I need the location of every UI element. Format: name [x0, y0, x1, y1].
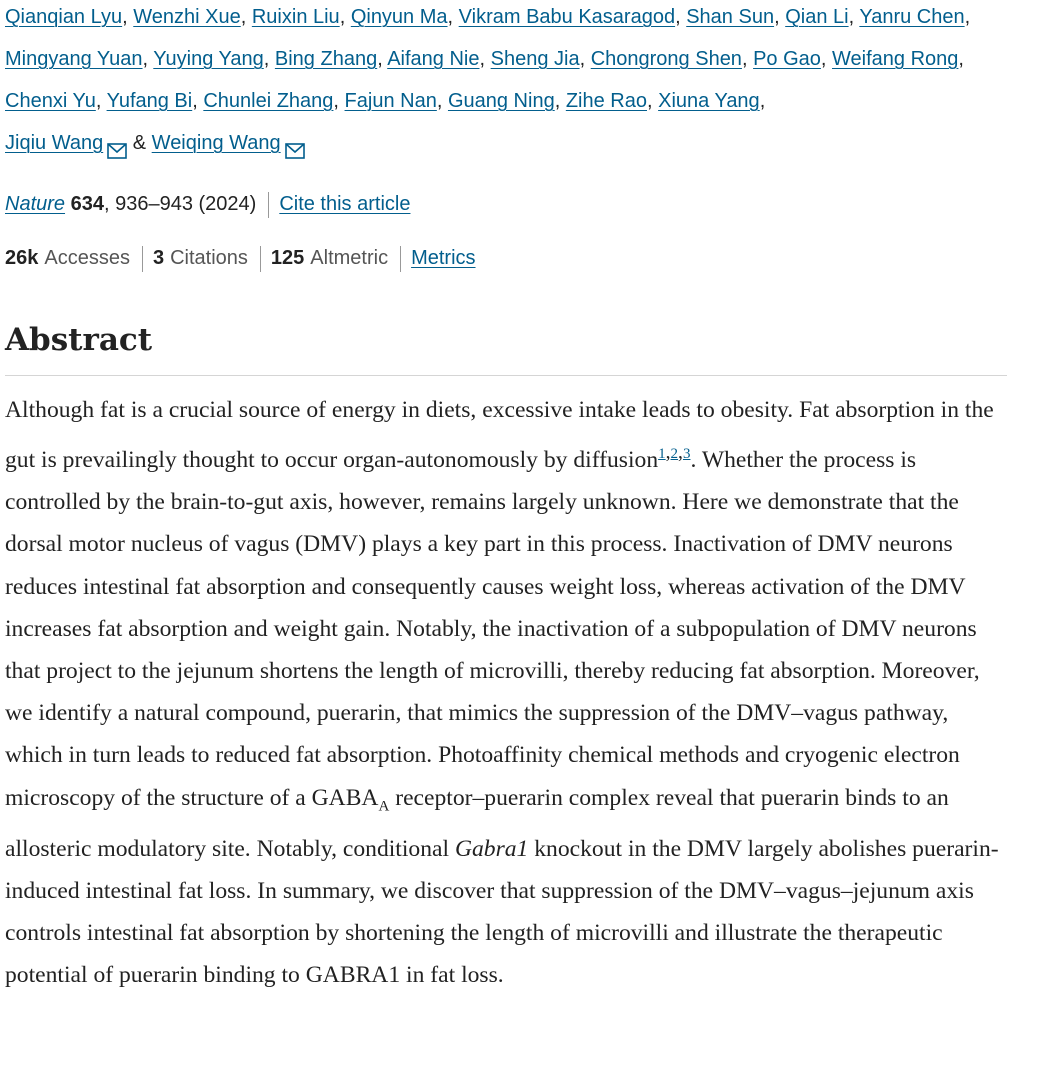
- divider: [142, 246, 143, 272]
- author-link[interactable]: Shan Sun: [686, 6, 775, 28]
- citation-meta: [5, 188, 410, 220]
- metrics-link[interactable]: Metrics: [411, 247, 476, 269]
- gene-name: Gabra1: [454, 835, 529, 862]
- author-link[interactable]: Weifang Rong: [832, 48, 959, 70]
- author-link[interactable]: Zihe Rao: [565, 90, 647, 112]
- reference-link[interactable]: 2: [670, 446, 679, 463]
- altmetric-label: Altmetric: [310, 247, 389, 269]
- author-link[interactable]: Fajun Nan: [344, 90, 437, 112]
- email-envelope-icon[interactable]: [285, 132, 305, 174]
- author-link[interactable]: Qianqian Lyu: [5, 6, 123, 28]
- article-header: [5, 0, 1007, 989]
- author-link[interactable]: Chongrong Shen: [590, 48, 742, 70]
- reference-link[interactable]: 1: [658, 446, 666, 463]
- citations-count: 3: [152, 247, 165, 269]
- divider: [260, 246, 261, 272]
- author-link[interactable]: Mingyang Yuan: [5, 48, 143, 70]
- author-link[interactable]: Guang Ning: [447, 90, 555, 112]
- author-link[interactable]: Vikram Babu Kasaragod: [458, 6, 676, 28]
- reference-superscript: 1,2,3: [658, 441, 691, 464]
- divider: [268, 192, 269, 218]
- subscript: A: [378, 798, 390, 815]
- author-link[interactable]: Xiuna Yang: [658, 90, 760, 112]
- divider: [400, 246, 401, 272]
- author-link[interactable]: Yuying Yang: [153, 48, 264, 70]
- author-link[interactable]: Chunlei Zhang: [203, 90, 334, 112]
- author-link[interactable]: Weiqing Wang: [151, 132, 281, 154]
- author-link[interactable]: Ruixin Liu: [251, 6, 340, 28]
- author-link[interactable]: Aifang Nie: [387, 48, 480, 70]
- author-link[interactable]: Qian Li: [785, 6, 849, 28]
- author-list: Qianqian Lyu, Wenzhi Xue, Ruixin Liu, Qinyun Ma, Vikram Babu Kasaragod, Shan Sun, Qian Li, Yanru Chen, Mingyang Yuan, Yuying Yang, Bing Zhang, Aifang Nie, Sheng Jia, Chongrong Shen, Po Gao, Weifang Rong, Chenxi Yu, Yufang Bi, Chunlei Zhang, Fajun Nan, Guang Ning, Zihe Rao, Xiuna Yang, Jiqiu Wang & Weiqing Wang: [5, 0, 995, 174]
- accesses-label: Accesses: [44, 247, 130, 269]
- reference-link[interactable]: 3: [682, 446, 691, 463]
- email-envelope-icon[interactable]: [107, 132, 127, 174]
- section-divider: [5, 375, 1007, 376]
- citations-label: Citations: [170, 247, 248, 269]
- journal-link[interactable]: Nature: [5, 193, 66, 215]
- abstract-heading: Abstract: [5, 322, 153, 358]
- accesses-count: 26k: [5, 247, 39, 269]
- author-link[interactable]: Jiqiu Wang: [5, 132, 104, 154]
- author-link[interactable]: Qinyun Ma: [350, 6, 448, 28]
- author-link[interactable]: Wenzhi Xue: [133, 6, 241, 28]
- author-ampersand: &: [132, 132, 147, 154]
- article-metrics: [5, 242, 476, 274]
- author-link[interactable]: Yufang Bi: [106, 90, 193, 112]
- author-link[interactable]: Bing Zhang: [274, 48, 378, 70]
- abstract-body: Although fat is a crucial source of energy in diets, excessive intake leads to obesity. Fat absorption in the gut is prevailingly thought to occur organ-autonomously by diffusion$^{1,2,3}$. Whether the process is controlled by the brain-to-gut axis, however, remains largely unknown. Here we demonstrate that the dorsal motor nucleus of vagus (DMV) plays a key part in this process. Inactivation of DMV neurons reduces intestinal fat absorption and consequently causes weight loss, whereas activation of the DMV increases fat absorption and weight gain. Notably, the inactivation of a subpopulation of DMV neurons that project to the jejunum shortens the length of microvilli, thereby reducing fat absorption. Moreover, we identify a natural compound, puerarin, that mimics the suppression of the DMV–vagus pathway, which in turn leads to reduced fat absorption. Photoaffinity chemical methods and cryogenic electron microscopy of the structure of a $GABA_A$ receptor–puerarin complex reveal that puerarin binds to an allosteric modulatory site. Notably, conditional Gabra1 knockout in the DMV largely abolishes puerarin-induced intestinal fat loss. In summary, we discover that suppression of the DMV–vagus–jejunum axis controls intestinal fat absorption by shortening the length of microvilli and illustrate the therapeutic potential of puerarin binding to GABRA1 in fat loss.: [5, 397, 999, 989]
- author-link[interactable]: Sheng Jia: [490, 48, 580, 70]
- cite-article-link[interactable]: Cite this article: [279, 193, 411, 215]
- pages-year: , 936–943 (2024): [103, 193, 257, 215]
- volume: 634: [70, 193, 104, 215]
- altmetric-score: 125: [270, 247, 305, 269]
- author-link[interactable]: Yanru Chen: [859, 6, 965, 28]
- author-link[interactable]: Chenxi Yu: [5, 90, 96, 112]
- author-link[interactable]: Po Gao: [753, 48, 821, 70]
